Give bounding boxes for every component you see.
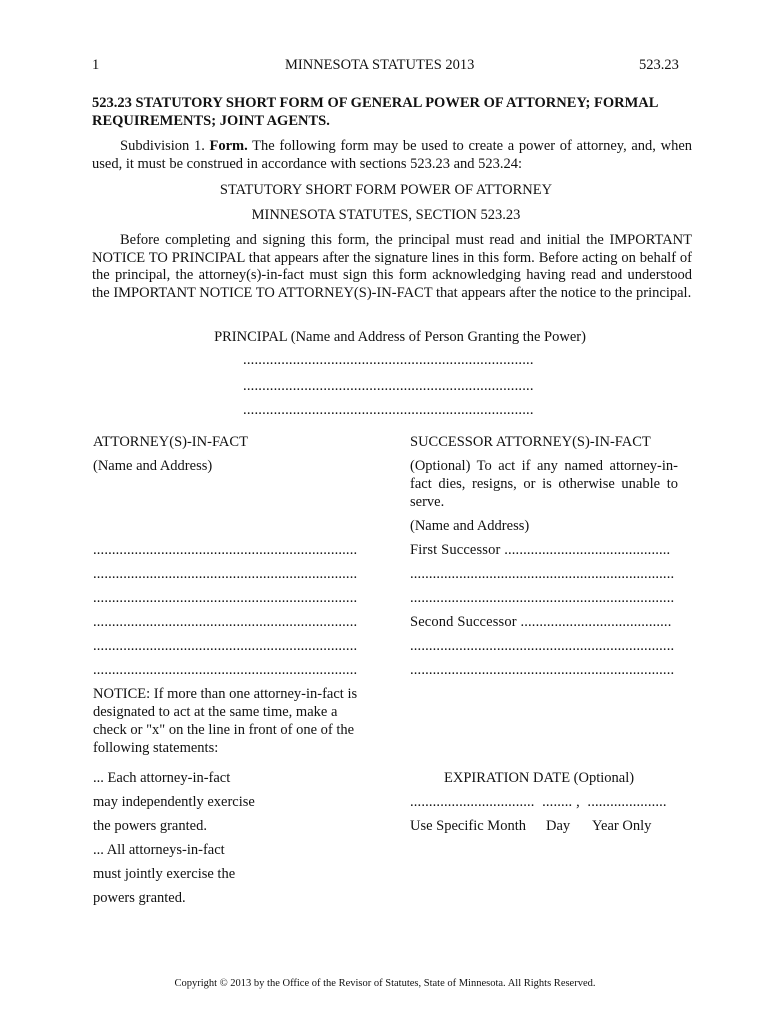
running-header-section: 523.23 bbox=[639, 57, 679, 73]
first-successor-line-3[interactable]: ...................................................................... bbox=[410, 590, 675, 606]
principal-label: PRINCIPAL (Name and Address of Person Granting the Power) bbox=[214, 329, 586, 345]
second-successor-line-1[interactable]: Second Successor ........................................ bbox=[410, 614, 672, 630]
first-successor-line-2[interactable]: ...................................................................... bbox=[410, 566, 675, 582]
expiration-month-label: Use Specific Month bbox=[410, 818, 526, 834]
attorney-line-6[interactable]: ...................................................................... bbox=[93, 662, 358, 678]
attorney-line-5[interactable]: ...................................................................... bbox=[93, 638, 358, 654]
successors-optional-note: (Optional) To act if any named attorney-in-fact dies, resigns, or is otherwise unable to serve. bbox=[410, 458, 678, 510]
copyright-footer: Copyright © 2013 by the Office of the Revisor of Statutes, State of Minnesota. All Rights Reserved. bbox=[174, 978, 596, 989]
running-header-title: MINNESOTA STATUTES 2013 bbox=[285, 57, 475, 73]
subdivision-paragraph bbox=[92, 137, 692, 173]
expiration-year-label: Year Only bbox=[592, 818, 652, 834]
subdivision-text: The following form may be used to create a power of attorney, and, when used, it must be construed in accordance with sections 523.23 and 523.24: bbox=[92, 138, 692, 172]
second-successor-line-3[interactable]: ...................................................................... bbox=[410, 662, 675, 678]
expiration-day-label: Day bbox=[546, 818, 571, 834]
second-successor-line-2[interactable]: ...................................................................... bbox=[410, 638, 675, 654]
successors-heading: SUCCESSOR ATTORNEY(S)-IN-FACT bbox=[410, 434, 651, 450]
subdivision-heading: Form. bbox=[209, 138, 248, 154]
option-jointly-line-1[interactable]: ... All attorneys-in-fact bbox=[93, 842, 225, 858]
attorney-line-4[interactable]: ...................................................................... bbox=[93, 614, 358, 630]
expiration-heading: EXPIRATION DATE (Optional) bbox=[444, 770, 635, 786]
option-independent-line-1[interactable]: ... Each attorney-in-fact bbox=[93, 770, 231, 786]
option-jointly-line-2: must jointly exercise the bbox=[93, 866, 236, 882]
principal-line-3[interactable]: ............................................................................ bbox=[243, 402, 534, 418]
page-number: 1 bbox=[92, 57, 100, 73]
principal-line-2[interactable]: ............................................................................ bbox=[243, 378, 534, 394]
section-title: 523.23 STATUTORY SHORT FORM OF GENERAL POWER OF ATTORNEY; FORMAL REQUIREMENTS; JOINT AGENTS. bbox=[92, 95, 658, 129]
instructions-paragraph: Before completing and signing this form, the principal must read and initial the IMPORTANT NOTICE TO PRINCIPAL that appears after the signature lines in this form. Before acting on behalf of the principal, the attorney(s)-in-fact must sign this form acknowledging having read and understood the IMPORTANT NOTICE TO ATTORNEY(S)-IN-FACT that appears after the notice to the principal. bbox=[92, 232, 692, 301]
principal-line-1[interactable]: ............................................................................ bbox=[243, 352, 534, 368]
successors-subheading: (Name and Address) bbox=[410, 518, 530, 534]
option-independent-line-3: the powers granted. bbox=[93, 818, 207, 834]
attorney-line-3[interactable]: ...................................................................... bbox=[93, 590, 358, 606]
option-independent-line-2: may independently exercise bbox=[93, 794, 255, 810]
subdivision-prefix: Subdivision 1. bbox=[120, 138, 210, 154]
attorneys-subheading: (Name and Address) bbox=[93, 458, 213, 474]
expiration-date-line[interactable]: ................................. ........ , ..................... bbox=[410, 794, 667, 810]
form-subtitle: MINNESOTA STATUTES, SECTION 523.23 bbox=[251, 207, 521, 223]
attorney-line-1[interactable]: ...................................................................... bbox=[93, 542, 358, 558]
attorney-line-2[interactable]: ...................................................................... bbox=[93, 566, 358, 582]
form-title: STATUTORY SHORT FORM POWER OF ATTORNEY bbox=[219, 182, 553, 198]
first-successor-line-1[interactable]: First Successor ............................................ bbox=[410, 542, 671, 558]
option-jointly-line-3: powers granted. bbox=[93, 890, 186, 906]
attorneys-heading: ATTORNEY(S)-IN-FACT bbox=[93, 434, 248, 450]
joint-agents-notice: NOTICE: If more than one attorney-in-fact is designated to act at the same time, make a check or "x" on the line in front of one of the following statements: bbox=[93, 686, 358, 756]
